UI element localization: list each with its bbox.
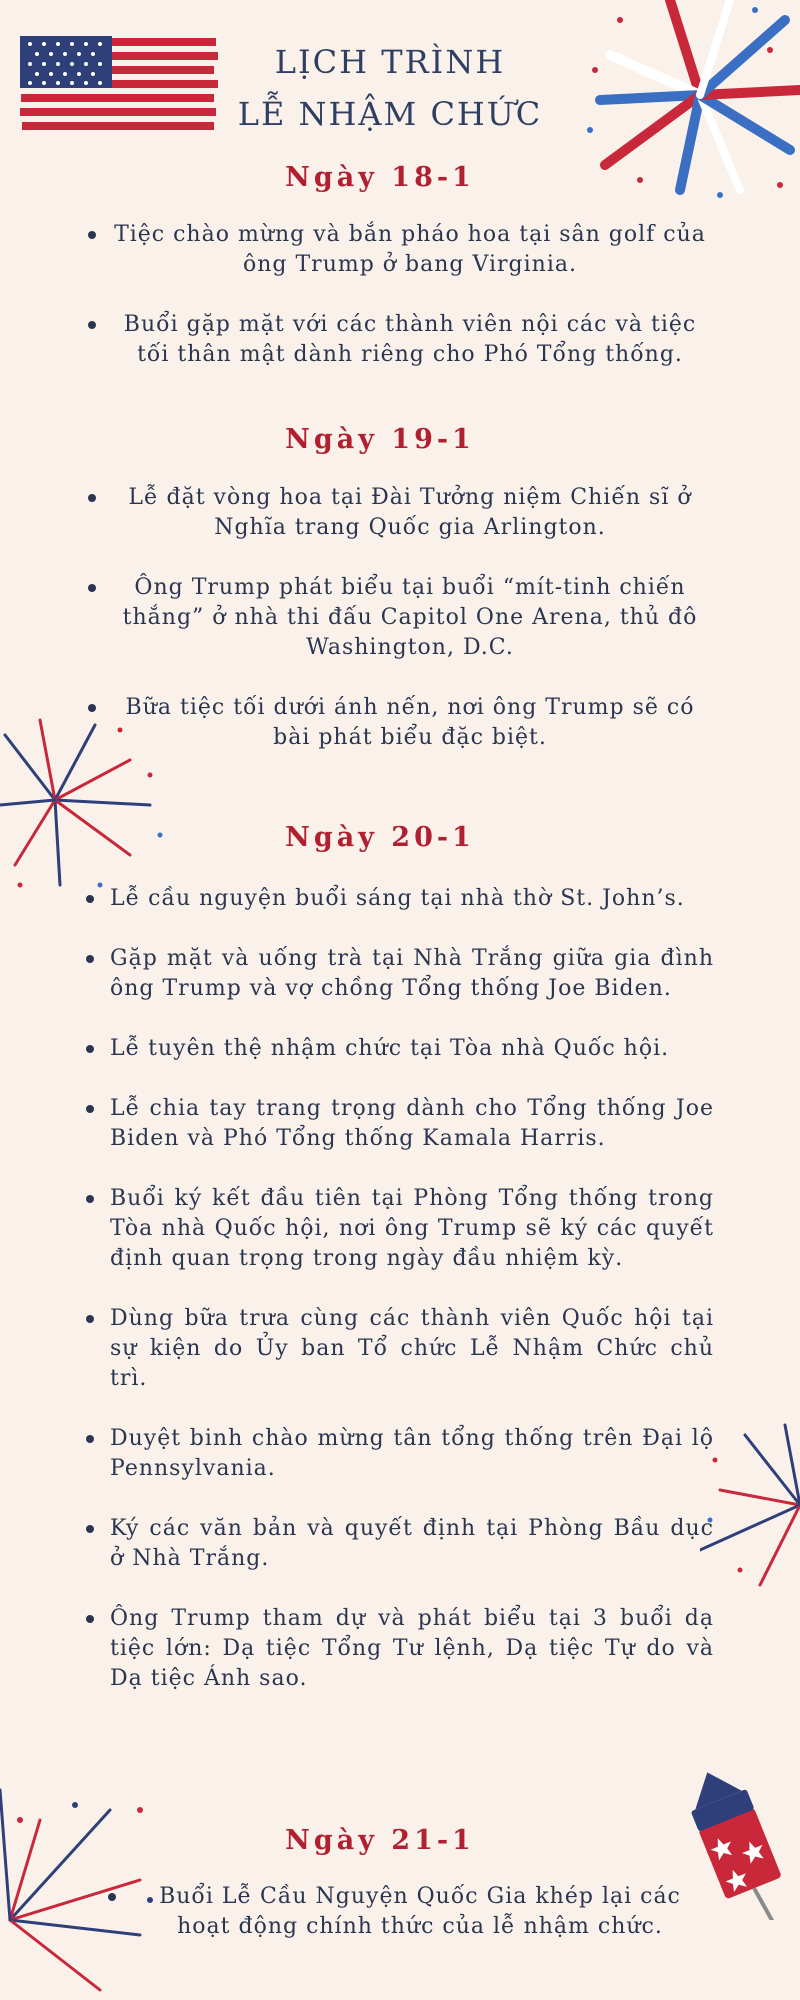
- day-heading: Ngày 21-1: [285, 1825, 475, 1856]
- day-heading: Ngày 19-1: [285, 424, 475, 455]
- list-item: Lễ chia tay trang trọng dành cho Tổng thống Joe Biden và Phó Tổng thống Kamala Harris.: [110, 1094, 714, 1154]
- list-item: Bữa tiệc tối dưới ánh nến, nơi ông Trump sẽ có bài phát biểu đặc biệt.: [110, 693, 710, 753]
- list-item: Lễ đặt vòng hoa tại Đài Tưởng niệm Chiến sĩ ở Nghĩa trang Quốc gia Arlington.: [110, 483, 710, 543]
- list-item: Ông Trump phát biểu tại buổi “mít-tinh chiến thắng” ở nhà thi đấu Capitol One Arena, thủ đô Washington, D.C.: [110, 573, 710, 663]
- title-line-2: LỄ NHẬM CHỨC: [237, 95, 543, 133]
- list-item: Gặp mặt và uống trà tại Nhà Trắng giữa gia đình ông Trump và vợ chồng Tổng thống Joe Biden.: [110, 944, 714, 1004]
- list-item: Duyệt binh chào mừng tân tổng thống trên Đại lộ Pennsylvania.: [110, 1424, 714, 1484]
- list-item: Ông Trump tham dự và phát biểu tại 3 buổi dạ tiệc lớn: Dạ tiệc Tổng Tư lệnh, Dạ tiệc Tự do và Dạ tiệc Ánh sao.: [110, 1604, 714, 1694]
- page-title: [200, 36, 580, 140]
- day-item-list: [110, 483, 710, 783]
- firework-icon: [700, 1420, 800, 1590]
- day-item-list: [110, 884, 714, 1724]
- day-item-list: [110, 220, 710, 400]
- us-flag-icon: [20, 36, 220, 140]
- list-item: Ký các văn bản và quyết định tại Phòng Bầu dục ở Nhà Trắng.: [110, 1514, 714, 1574]
- title-line-1: LỊCH TRÌNH: [274, 43, 506, 81]
- list-item: Dùng bữa trưa cùng các thành viên Quốc hội tại sự kiện do Ủy ban Tổ chức Lễ Nhậm Chức chủ trì.: [110, 1304, 714, 1394]
- list-item: Lễ cầu nguyện buổi sáng tại nhà thờ St. John’s.: [110, 884, 714, 914]
- list-item: Buổi ký kết đầu tiên tại Phòng Tổng thống trong Tòa nhà Quốc hội, nơi ông Trump sẽ ký các quyết định quan trọng trong ngày đầu nhiệm kỳ.: [110, 1184, 714, 1274]
- day-heading: Ngày 20-1: [285, 822, 475, 853]
- list-item: Tiệc chào mừng và bắn pháo hoa tại sân golf của ông Trump ở bang Virginia.: [110, 220, 710, 280]
- day-heading: Ngày 18-1: [285, 162, 475, 193]
- list-item: Buổi Lễ Cầu Nguyện Quốc Gia khép lại các hoạt động chính thức của lễ nhậm chức.: [130, 1882, 710, 1942]
- day-item-list: [130, 1882, 710, 1972]
- list-item: Buổi gặp mặt với các thành viên nội các và tiệc tối thân mật dành riêng cho Phó Tổng thống.: [110, 310, 710, 370]
- list-item: Lễ tuyên thệ nhậm chức tại Tòa nhà Quốc hội.: [110, 1034, 714, 1064]
